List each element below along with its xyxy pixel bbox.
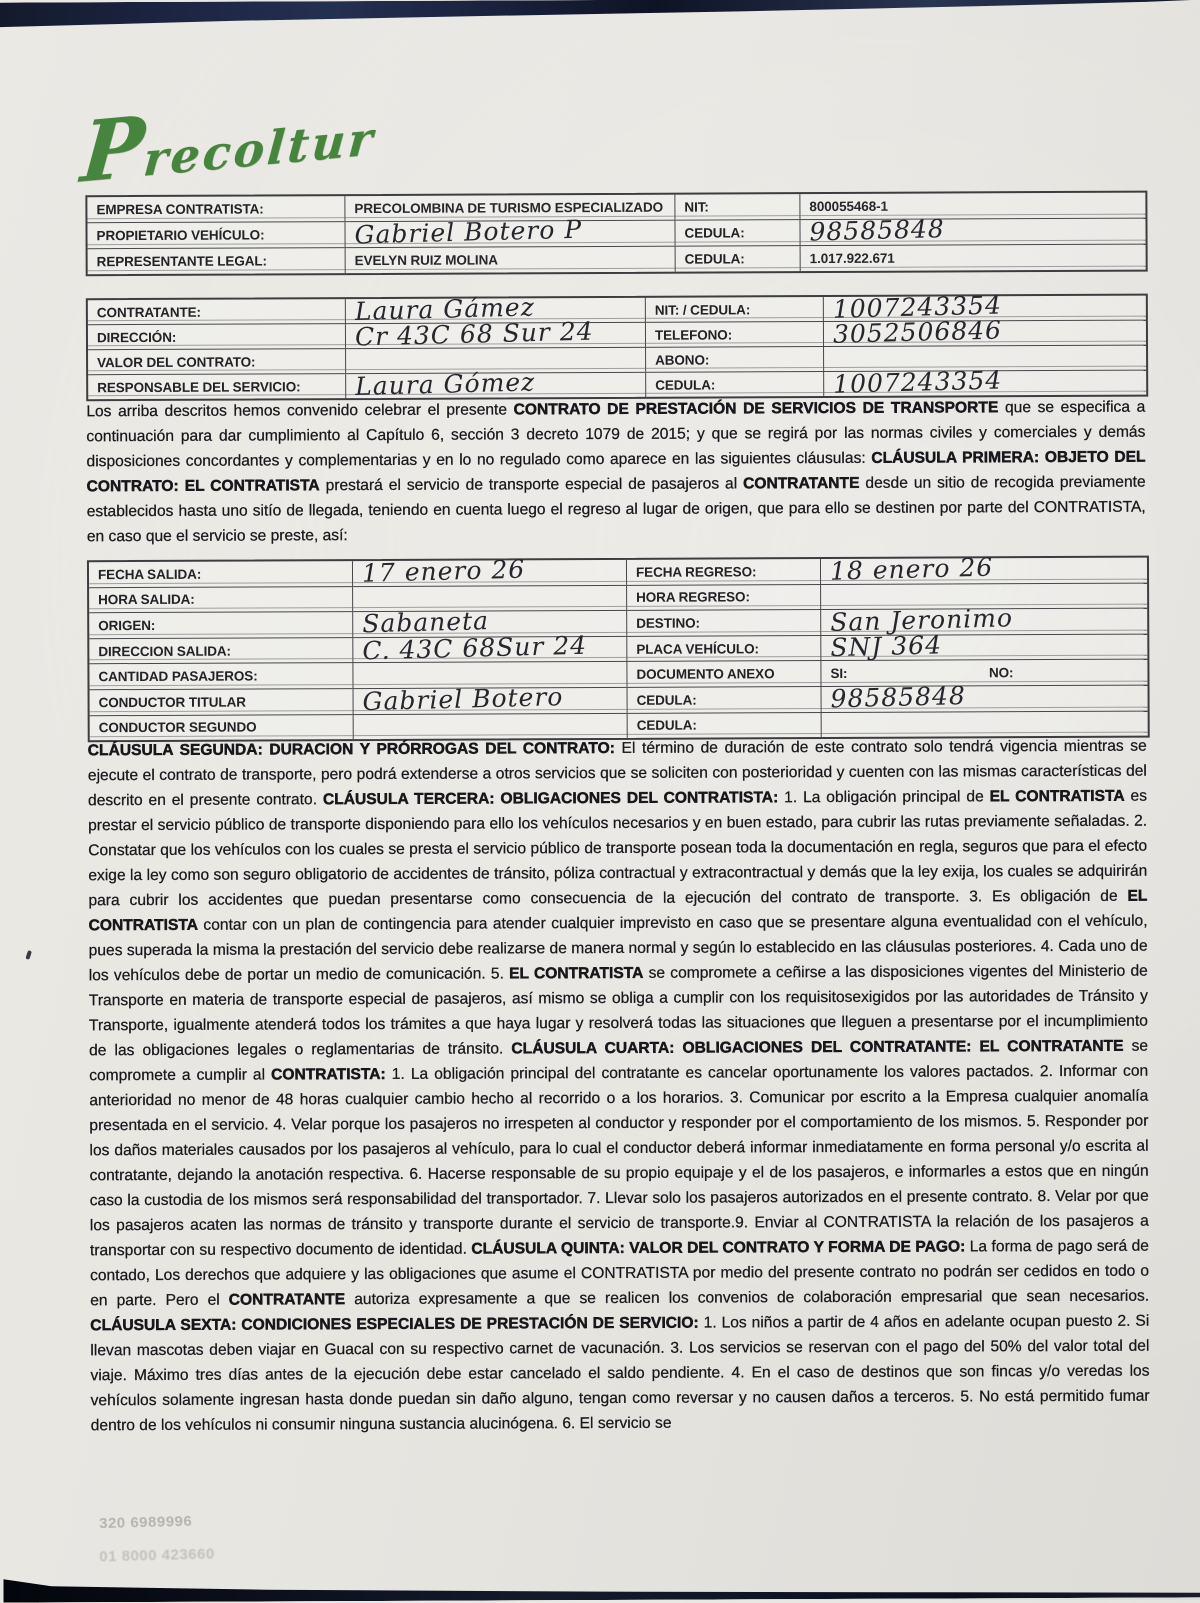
photo-background-bottom [3, 1571, 1200, 1602]
label-text: REPRESENTANTE LEGAL: [96, 253, 267, 270]
telefono-value [823, 315, 1146, 349]
handwritten-text: C. 43C 68Sur 24 [362, 630, 588, 666]
handwritten-text: Cr 43C 68 Sur 24 [354, 316, 594, 352]
abono-label [645, 347, 823, 372]
client-info-table [86, 290, 1148, 402]
cedula-label [627, 687, 821, 713]
label-text: PROPIETARIO VEHÍCULO: [96, 227, 265, 244]
direccion-value [345, 316, 645, 352]
photo-background-top [0, 0, 1197, 33]
empresa-contratista-label [87, 196, 344, 222]
handwritten-text: 1007243354 [832, 290, 1003, 324]
label-text: CEDULA: [684, 251, 745, 267]
table-row [88, 244, 1146, 275]
origen-label [89, 612, 352, 638]
cedula-label [645, 372, 823, 398]
precoltur-logo: Precoltur [77, 96, 378, 202]
handwritten-text: 18 enero 26 [829, 552, 994, 586]
handwritten-text: 98585848 [809, 214, 946, 247]
contract-clauses-paragraph: CLÁUSULA SEGUNDA: DURACION Y PRÓRROGAS DEL CONTRATO: El término de duración de este contrato solo tendrá vigencia mientras se ejecute el contrato de transporte, pero podrá extenderse a otros servicios que se soliciten con posterioridad y cuenten con las mismas características del descrito en el presente contrato. CLÁUSULA TERCERA: OBLIGACIONES DEL CONTRATISTA: 1. La obligación principal de EL CONTRATISTA es prestar el servicio público de transporte disponiendo para ello los vehículos necesarios y en buen estado, para cubrir las rutas previamente señaladas. 2. Constatar que los vehículos con los cuales se presta el servicio público de transporte posean toda la documentación en regla, seguros que para el efecto exige la ley como son seguro obligatorio de accidentes de tránsito, póliza contractual y extracontractual y demás que la ley exija, los cuales se adquirirán para cubrir los accidentes que puedan presentarse como consecuencia de la ejecución del contrato de transporte. 3. Es obligación de EL CONTRATISTA contar con un plan de contingencia para atender cualquier imprevisto en caso que se presentare alguna eventualidad con el vehículo, pues superada la misma la prestación del servicio debe realizarse de manera normal y según lo establecido en las cláusulas posteriores. 4. Cada uno de los vehículos debe de portar un medio de comunicación. 5. EL CONTRATISTA se compromete a ceñirse a las disposiciones vigentes del Ministerio de Transporte en materia de transporte especial de pasajeros, así mismo se obliga a cumplir con los requisitosexigidos por las autoridades de Tránsito y Transporte, igualmente atenderá todos los trámites a que haya lugar y resolverá todas las situaciones que lleguen a presentarse por el incumplimiento de las obligaciones legales o reglamentarias de tránsito. CLÁUSULA CUARTA: OBLIGACIONES DEL CONTRATANTE: EL CONTRATANTE se compromete a cumplir al CONTRATISTA: 1. La obligación principal del contratante es cancelar oportunamente los valores pactados. 2. Informar con anterioridad no menor de 48 horas cualquier cambio hecho al recorrido o a los horarios. 3. Comunicar por escrito a la Empresa cualquier anomalía presentada en el servicio. 4. Velar porque los pasajeros no irrespeten al conductor y responder por el comportamiento de los mismos. 5. Responder por los daños materiales causados por los pasajeros al vehículo, para lo cual el conductor deberá informar inmediatamente en forma personal y/o escrita al contratante, dejando la anotación respectiva. 6. Hacerse responsable de su propio equipaje y el de los pasajeros, e informarles a estos que en ningún caso la custodia de los mismos será responsabilidad del transportador. 7. Llevar solo los pasajeros autorizados en el presente contrato. 8. Velar por que los pasajeros acaten las normas de tránsito y transporte durante el servicio de transporte.9. Enviar al CONTRATISTA la relación de los pasajeros a transportar con su respectivo documento de identidad. CLÁUSULA QUINTA: VALOR DEL CONTRATO Y FORMA DE PAGO: La forma de pago será de contado, Los derechos que adquiere y las obligaciones que asume el CONTRATISTA por medio del presente contrato no podrán ser cedidos en todo o en parte. Pero el CONTRATANTE autoriza expresamente a que se realicen los convenios de colaboración empresarial que sean necesarios. CLÁUSULA SEXTA: CONDICIONES ESPECIALES DE PRESTACIÓN DE SERVICIO: 1. Los niños a partir de 4 años en adelante ocupan puesto 2. Si llevan mascotas deben viajar en Guacal con su respectivo carnet de vacunación. 3. Los servicios se reservan con el pago del 50% del valor total del viaje. Máximo tres días antes de la ejecución debe estar cancelado el saldo pendiente. 4. En el caso de destinos que son fincas y/o veredas los vehículos solamente ingresan hasta donde puedan sin daño alguno, tengan como reversar y no causen daños a terceros. 5. No está permitido fumar dentro de los vehículos ni consumir ninguna sustancia alucinógena. 6. El servicio se [87, 737, 1150, 1435]
conductor-titular-value [353, 682, 627, 717]
label-text: PLACA VEHÍCULO: [636, 641, 759, 657]
representante-cedula-value [800, 245, 1146, 272]
label-text: NIT: [684, 199, 709, 215]
direccion-salida-label [89, 638, 352, 664]
cantidad-pasajeros-label [89, 663, 352, 689]
label-text: CONDUCTOR TITULAR [98, 694, 246, 711]
label-text: FECHA REGRESO: [635, 564, 757, 580]
label-text: CEDULA: [684, 225, 745, 241]
nit-label [674, 194, 799, 220]
option-label: NO: [988, 665, 1014, 681]
option-label: SI: [830, 666, 848, 682]
handwritten-text: 17 enero 26 [361, 554, 526, 588]
fecha-salida-label [89, 561, 352, 587]
responsable-value [345, 367, 645, 401]
telefono-label [645, 322, 823, 348]
label-text: RESPONSABLE DEL SERVICIO: [97, 379, 301, 396]
valor-contrato-label [88, 349, 345, 374]
faint-phone-number-1: 320 6989996 [98, 1512, 193, 1533]
hora-salida-value [352, 585, 626, 611]
printed-text: EVELYN RUIZ MOLINA [354, 252, 498, 269]
fecha-regreso-value [820, 552, 1147, 586]
label-text: DESTINO: [636, 615, 700, 632]
label-text: ABONO: [655, 352, 710, 368]
propietario-value [344, 214, 674, 250]
contratante-label [88, 299, 345, 325]
handwritten-text: SNJ 364 [829, 630, 943, 662]
printed-text: 1.017.922.671 [809, 250, 895, 267]
printed-text: PRECOLOMBINA DE TURISMO ESPECIALIZADO [354, 199, 664, 217]
ink-speck [25, 950, 32, 960]
label-text: DIRECCIÓN: [96, 329, 177, 346]
label-text: HORA SALIDA: [98, 592, 195, 608]
documento-anexo-label [626, 661, 820, 686]
direccion-label [88, 324, 345, 350]
handwritten-text: San Jeronimo [829, 603, 1014, 638]
representante-label [88, 248, 345, 274]
placa-label [626, 636, 820, 662]
handwritten-text: Laura Gómez [354, 367, 536, 401]
faint-phone-number-2: 01 8000 423660 [99, 1545, 215, 1566]
handwritten-text: Laura Gámez [354, 292, 536, 326]
destino-label [626, 610, 820, 636]
handwritten-text: 3052506846 [832, 315, 1003, 349]
handwritten-text: Sabaneta [361, 606, 490, 639]
responsable-cedula-value [823, 365, 1146, 399]
label-text: DIRECCION SALIDA: [98, 643, 231, 659]
handwritten-text: 98585848 [830, 680, 967, 714]
label-text: ORIGEN: [98, 618, 156, 634]
conductor-titular-label [90, 689, 353, 715]
label-text: EMPRESA CONTRATISTA: [96, 201, 264, 218]
label-text: DOCUMENTO ANEXO [636, 666, 775, 683]
trip-details-table [87, 552, 1150, 743]
label-text: CONTRATANTE: [96, 304, 201, 321]
hora-salida-label [89, 587, 352, 613]
fecha-salida-value [352, 554, 626, 588]
propietario-label [87, 222, 344, 248]
propietario-cedula-value [799, 214, 1145, 247]
direccion-salida-value [352, 630, 626, 666]
placa-value [820, 630, 1147, 662]
label-text: CEDULA: [636, 717, 697, 734]
documento-anexo-si-no-cell [820, 660, 1147, 686]
fecha-regreso-label [626, 559, 820, 585]
label-text: CANTIDAD PASAJEROS: [98, 668, 258, 685]
nit-cedula-label [645, 297, 823, 323]
representante-value [345, 247, 675, 273]
hora-regreso-label [626, 585, 820, 610]
handwritten-text: 1007243354 [832, 365, 1003, 399]
cedula-label [674, 220, 799, 246]
handwritten-text: Gabriel Botero [362, 682, 564, 717]
label-text: CEDULA: [636, 692, 697, 708]
handwritten-text: Gabriel Botero P [354, 214, 583, 250]
label-text: NIT: / CEDULA: [654, 302, 751, 318]
label-text: HORA REGRESO: [636, 589, 750, 606]
contractor-info-table [85, 191, 1147, 277]
label-text: FECHA SALIDA: [97, 566, 202, 583]
cedula-label [675, 246, 800, 272]
conductor-cedula-value [821, 680, 1148, 714]
responsable-label [88, 374, 345, 400]
label-text: TELEFONO: [654, 327, 733, 343]
table-row [88, 315, 1146, 352]
label-text: VALOR DEL CONTRATO: [97, 353, 256, 370]
contract-intro-paragraph: Los arriba descritos hemos convenido celebrar el presente CONTRATO DE PRESTACIÓN DE SERVICIOS DE TRANSPORTE que se especifica a continuación para dar cumplimiento al Capítulo 6, sección 3 decreto 1079 de 2015; y que se regirá por las normas civiles y comerciales y demás disposiciones concordantes y complementarias y en lo no regulado como aparece en las siguientes cláusulas: CLÁUSULA PRIMERA: OBJETO DEL CONTRATO: EL CONTRATISTA prestará el servicio de transporte especial de pasajeros al CONTRATANTE desde un sitio de recogida previamente establecidos hasta uno sitío de llegada, teniendo en cuenta luego el regreso al lugar de origen, que para ello se destinen por parte del CONTRATISTA, en caso que el servicio se preste, así: [86, 398, 1146, 546]
label-text: CEDULA: [655, 377, 716, 393]
label-text: CONDUCTOR SEGUNDO [98, 719, 257, 736]
printed-text: 800055468-1 [809, 198, 888, 215]
nit-value [799, 193, 1145, 220]
